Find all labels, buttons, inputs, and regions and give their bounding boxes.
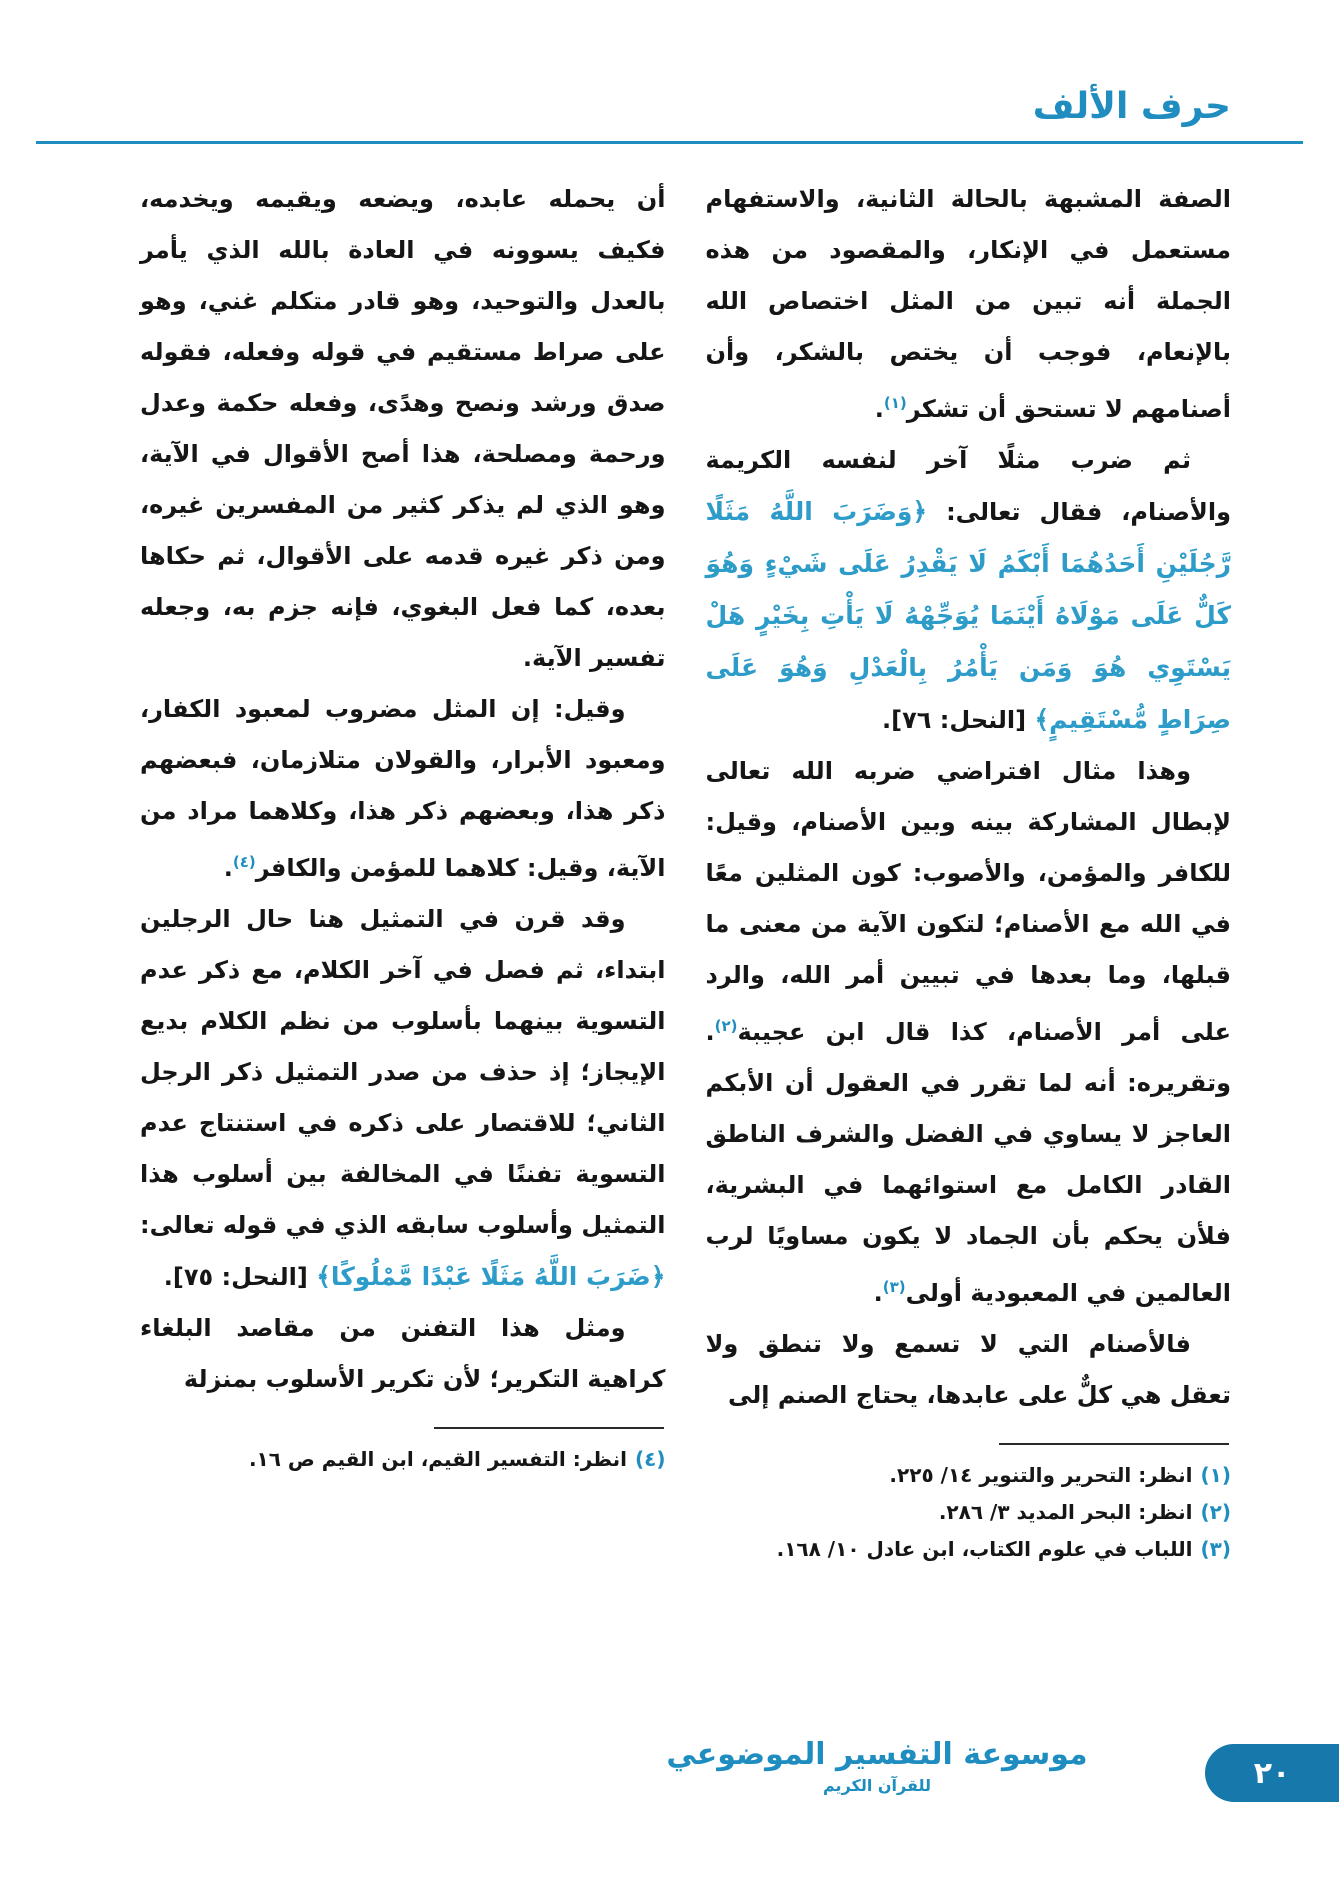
footnotes-right	[706, 1443, 1232, 1568]
footnote-ref: (٢)	[714, 1017, 738, 1035]
page-footer	[0, 1730, 1339, 1890]
footnote-text: انظر: البحر المديد ٣/ ٢٨٦.	[938, 1500, 1193, 1524]
footnote	[706, 1531, 1232, 1568]
paragraph	[706, 174, 1232, 435]
body-text: الصفة المشبهة بالحالة الثانية، والاستفهام مستعمل في الإنكار، والمقصود من هذه الجملة أنه تبين من المثل اختصاص الله بالإنعام، فوجب أن يختص بالشكر، وأن أصنامهم لا تستحق أن تشكر	[705, 185, 1231, 423]
page-number-badge	[1205, 1744, 1339, 1802]
body-text: ومثل هذا التفنن من مقاصد البلغاء كراهية التكرير؛ لأن تكرير الأسلوب بمنزلة	[140, 1314, 666, 1393]
page-header	[0, 0, 1339, 144]
page-number: ٢٠	[1253, 1755, 1291, 1791]
quran-verse: ﴿ضَرَبَ اللَّهُ مَثَلًا عَبْدًا مَّمْلُوكًا﴾	[316, 1262, 666, 1291]
body-text: . وتقريره: أنه لما تقرر في العقول أن الأبكم العاجز لا يساوي في الفضل والشرف الناطق القادر الكامل مع استوائهما في البشرية، فلأن يحكم بأن الجماد لا يكون مساويًا لرب العالمين في المعبودية أولى	[705, 1018, 1231, 1307]
column-right-text	[706, 174, 1232, 1421]
publisher-logo-subtitle: للقرآن الكريم	[823, 1775, 932, 1795]
footnote-list-left	[140, 1441, 666, 1478]
footnote-text: انظر: التحرير والتنوير ١٤/ ٢٢٥.	[889, 1463, 1193, 1487]
footnote	[140, 1441, 666, 1478]
footnotes-left	[140, 1427, 666, 1478]
footnote-ref: (٤)	[232, 853, 256, 871]
chapter-title: حرف الألف	[1032, 86, 1231, 127]
column-left	[140, 174, 666, 1478]
footnote-number: (١)	[1200, 1463, 1231, 1487]
body-text: وهذا مثال افتراضي ضربه الله تعالى لإبطال المشاركة بينه وبين الأصنام، وقيل: للكافر والمؤمن، والأصوب: كون المثلين معًا في الله مع الأصنام؛ لتكون الآية من معنى ما قبلها، وما بعدها في تبيين أمر الله، والرد على أمر الأصنام، كذا قال ابن عجيبة	[705, 757, 1231, 1046]
column-right	[706, 174, 1232, 1568]
body-text: .	[874, 395, 884, 423]
paragraph	[706, 435, 1232, 746]
footnote-number: (٢)	[1200, 1500, 1231, 1524]
footnote-text: اللباب في علوم الكتاب، ابن عادل ١٠/ ١٦٨.	[776, 1537, 1193, 1561]
footnote	[706, 1494, 1232, 1531]
paragraph	[706, 746, 1232, 1319]
paragraph	[140, 174, 666, 684]
body-text: [النحل: ٧٦].	[882, 706, 1035, 734]
paragraph	[140, 684, 666, 894]
body-text: .	[873, 1279, 883, 1307]
footnote-ref: (٣)	[882, 1278, 906, 1296]
paragraph	[140, 894, 666, 1303]
body-text: وقد قرن في التمثيل هنا حال الرجلين ابتداء، ثم فصل في آخر الكلام، مع ذكر عدم التسوية بينهما بأسلوب من نظم الكلام بديع الإيجاز؛ إذ حذف من صدر التمثيل ذكر الرجل الثاني؛ للاقتصار على ذكره في استنتاج عدم التسوية تفننًا في المخالفة بين أسلوب هذا التمثيل وأسلوب سابقه الذي في قوله تعالى:	[140, 905, 666, 1239]
footnote-separator	[999, 1443, 1229, 1445]
paragraph	[140, 1303, 666, 1405]
body-text: وقيل: إن المثل مضروب لمعبود الكفار، ومعبود الأبرار، والقولان متلازمان، فبعضهم ذكر هذا، وبعضهم ذكر هذا، وكلاهما مراد من الآية، وقيل: كلاهما للمؤمن والكافر	[140, 695, 666, 882]
paragraph	[706, 1319, 1232, 1421]
quran-verse: ﴿وَضَرَبَ اللَّهُ مَثَلًا رَّجُلَيْنِ أَحَدُهُمَا أَبْكَمُ لَا يَقْدِرُ عَلَى شَيْءٍ وَهُوَ كَلٌّ عَلَى مَوْلَاهُ أَيْنَمَا يُوَجِّهْهُ لَا يَأْتِ بِخَيْرٍ هَلْ يَسْتَوِي هُوَ وَمَن يَأْمُرُ بِالْعَدْلِ وَهُوَ عَلَى صِرَاطٍ مُّسْتَقِيمٍ﴾	[705, 497, 1231, 734]
publisher-logo	[666, 1738, 1087, 1795]
footnote-ref: (١)	[883, 394, 907, 412]
footnote-number: (٣)	[1200, 1537, 1231, 1561]
publisher-logo-title: موسوعة التفسير الموضوعي	[666, 1737, 1088, 1772]
footnote-separator	[434, 1427, 664, 1429]
footnote-text: انظر: التفسير القيم، ابن القيم ص ١٦.	[248, 1447, 627, 1471]
body-text: [النحل: ٧٥].	[163, 1263, 317, 1291]
body-text: ثم ضرب مثلًا آخر لنفسه الكريمة والأصنام، فقال تعالى:	[705, 446, 1231, 526]
body-text: .	[223, 854, 233, 882]
body-text: أن يحمله عابده، ويضعه ويقيمه ويخدمه، فكيف يسوونه في العادة بالله الذي يأمر بالعدل والتوحيد، وهو قادر متكلم غني، وهو على صراط مستقيم في قوله وفعله، فقوله صدق ورشد ونصح وهدًى، وفعله حكمة وعدل ورحمة ومصلحة، هذا أصح الأقوال في الآية، وهو الذي لم يذكر كثير من المفسرين غيره، ومن ذكر غيره قدمه على الأقوال، ثم حكاها بعده، كما فعل البغوي، فإنه جزم به، وجعله تفسير الآية.	[140, 185, 666, 672]
text-columns	[0, 144, 1339, 1568]
footnote-list-right	[706, 1457, 1232, 1568]
column-left-text	[140, 174, 666, 1405]
footnote-number: (٤)	[635, 1447, 666, 1471]
body-text: فالأصنام التي لا تسمع ولا تنطق ولا تعقل هي كلٌّ على عابدها، يحتاج الصنم إلى	[705, 1330, 1231, 1409]
footnote	[706, 1457, 1232, 1494]
